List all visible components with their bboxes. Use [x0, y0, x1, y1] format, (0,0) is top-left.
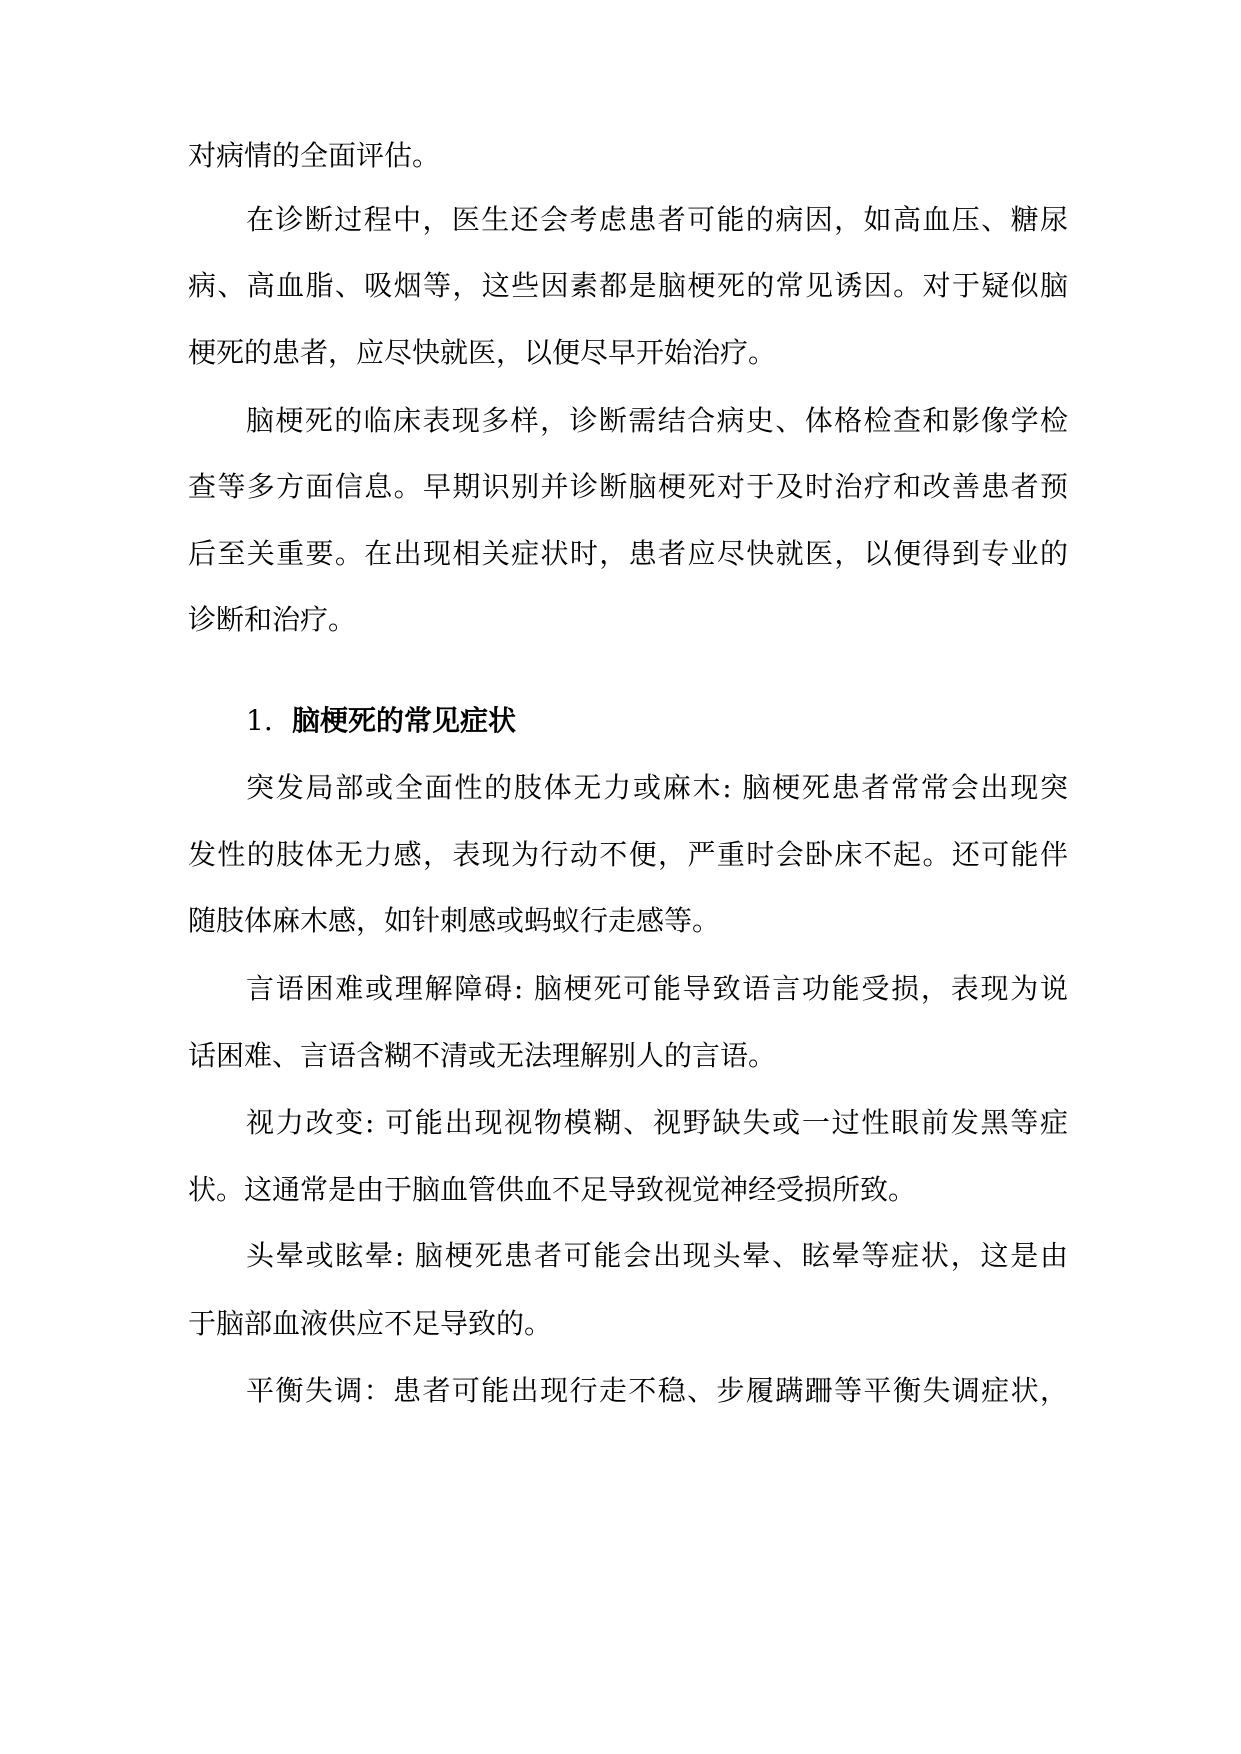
paragraph-line: 视力改变: 可能出现视物模糊、视野缺失或一过性眼前发黑等症: [246, 1106, 1068, 1139]
paragraph-line: 平衡失调：患者可能出现行走不稳、步履蹒跚等平衡失调症状，: [246, 1374, 1068, 1407]
paragraph-line: 头晕或眩晕: 脑梗死患者可能会出现头晕、眩晕等症状，这是由: [246, 1239, 1068, 1272]
paragraph-line: 脑梗死的临床表现多样，诊断需结合病史、体格检查和影像学检: [246, 404, 1068, 437]
paragraph-line: 于脑部血液供应不足导致的。: [188, 1307, 553, 1340]
section-heading: [246, 701, 516, 741]
paragraph-line: 诊断和治疗。: [188, 603, 357, 636]
paragraph-line: 后至关重要。在出现相关症状时，患者应尽快就医，以便得到专业的: [188, 537, 1068, 570]
paragraph-line: 在诊断过程中，医生还会考虑患者可能的病因，如高血压、糖尿: [246, 203, 1068, 236]
paragraph-line: 发性的肢体无力感，表现为行动不便，严重时会卧床不起。还可能伴: [188, 838, 1068, 871]
paragraph-line: 话困难、言语含糊不清或无法理解别人的言语。: [188, 1039, 777, 1072]
paragraph-line: 言语困难或理解障碍: 脑梗死可能导致语言功能受损，表现为说: [246, 972, 1068, 1005]
paragraph-line: 梗死的患者，应尽快就医，以便尽早开始治疗。: [188, 336, 777, 369]
section-title: 脑梗死的常见症状: [292, 704, 517, 737]
paragraph-line: 对病情的全面评估。: [188, 139, 441, 172]
paragraph-line: 突发局部或全面性的肢体无力或麻木: 脑梗死患者常常会出现突: [246, 771, 1068, 804]
paragraph-line: 病、高血脂、吸烟等，这些因素都是脑梗死的常见诱因。对于疑似脑: [188, 269, 1068, 302]
paragraph-line: 查等多方面信息。早期识别并诊断脑梗死对于及时治疗和改善患者预: [188, 470, 1068, 503]
paragraph-line: 状。这通常是由于脑血管供血不足导致视觉神经受损所致。: [188, 1173, 917, 1206]
section-number: 1.: [246, 704, 273, 737]
paragraph-line: 随肢体麻木感，如针刺感或蚂蚁行走感等。: [188, 904, 721, 937]
